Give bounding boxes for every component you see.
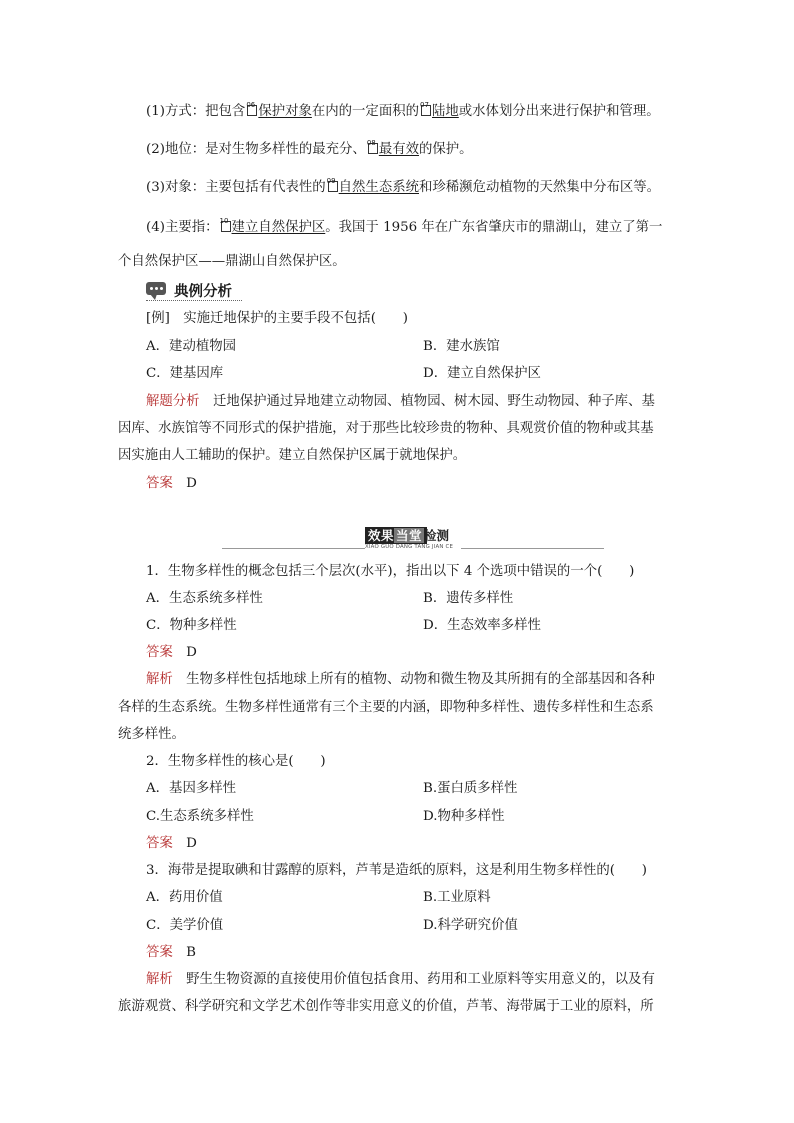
definition-status-line bbox=[146, 140, 473, 160]
main-term: 建立自然保护区 bbox=[231, 220, 326, 235]
example-heading bbox=[146, 280, 232, 301]
q3-option-b: B.工业原料 bbox=[423, 890, 491, 905]
q2-option-a: A．基因多样性 bbox=[146, 781, 237, 796]
example-analysis-line-1 bbox=[146, 392, 655, 412]
banner-title bbox=[365, 527, 461, 551]
q1-analysis-line-1 bbox=[146, 670, 655, 690]
object-term: 自然生态系统 bbox=[338, 180, 419, 195]
main-prefix: (4)主要指： bbox=[146, 220, 219, 235]
q1-analysis-line-3: 统多样性。 bbox=[118, 727, 185, 742]
way-mid: 在内的一定面积的 bbox=[311, 104, 419, 119]
blank-number: 09 bbox=[326, 177, 336, 185]
q2-option-b: B.蛋白质多样性 bbox=[423, 781, 518, 796]
q3-answer bbox=[146, 943, 196, 963]
blank-number: 08 bbox=[366, 139, 376, 147]
banner-part-3: 检测 bbox=[424, 528, 450, 543]
q3-option-c: C．美学价值 bbox=[146, 918, 224, 933]
analysis-text: 迁地保护通过异地建立动物园、植物园、树木园、野生动物园、种子库、基 bbox=[212, 394, 655, 409]
blank-number: 06 bbox=[246, 101, 256, 109]
banner-title-dark bbox=[365, 527, 427, 544]
analysis-text: 野生生物资源的直接使用价值包括食用、药用和工业原料等实用意义的，以及有 bbox=[186, 972, 655, 987]
blank-number: 10 bbox=[219, 217, 229, 225]
answer-value: D bbox=[186, 836, 197, 851]
example-option-d: D．建立自然保护区 bbox=[423, 366, 541, 381]
definition-object-line bbox=[146, 178, 660, 198]
answer-label: 答案 bbox=[146, 836, 173, 851]
answer-label: 答案 bbox=[146, 476, 173, 491]
status-suffix: 的保护。 bbox=[419, 142, 473, 157]
definition-main-line bbox=[146, 218, 662, 238]
q3-analysis-line-2: 旅游观赏、科学研究和文学艺术创作等非实用意义的价值，芦苇、海带属于工业的原料，所 bbox=[118, 999, 654, 1014]
blank-box-icon bbox=[326, 177, 338, 192]
blank-box-icon bbox=[420, 101, 431, 116]
analysis-text: 生物多样性包括地球上所有的植物、动物和微生物及其所拥有的全部基因和各种 bbox=[186, 672, 655, 687]
q2-answer bbox=[146, 834, 197, 854]
example-question: [例] 实施迁地保护的主要手段不包括( ) bbox=[146, 311, 408, 326]
answer-value: D bbox=[186, 645, 197, 660]
q1-question: 1．生物多样性的概念包括三个层次(水平)，指出以下 4 个选项中错误的一个( ) bbox=[146, 564, 635, 579]
blank-box-icon bbox=[366, 139, 378, 154]
q2-question: 2．生物多样性的核心是( ) bbox=[146, 754, 326, 769]
banner-pinyin: XIAO GUO DANG TANG JIAN CE bbox=[365, 544, 454, 550]
definition-way-line bbox=[146, 102, 660, 122]
q2-option-d: D.物种多样性 bbox=[423, 809, 505, 824]
object-suffix: 和珍稀濒危动植物的天然集中分布区等。 bbox=[419, 180, 661, 195]
q3-question: 3．海带是提取碘和甘露醇的原料，芦苇是造纸的原料，这是利用生物多样性的( ) bbox=[146, 863, 648, 878]
object-prefix: (3)对象：主要包括有代表性的 bbox=[146, 180, 326, 195]
speech-bubble-icon bbox=[146, 282, 168, 300]
q1-option-a: A．生态系统多样性 bbox=[146, 591, 263, 606]
q1-option-c: C．物种多样性 bbox=[146, 618, 237, 633]
example-analysis-line-3: 因实施由人工辅助的保护。建立自然保护区属于就地保护。 bbox=[118, 448, 467, 463]
q2-option-c: C.生态系统多样性 bbox=[146, 809, 254, 824]
example-option-b: B．建水族馆 bbox=[423, 339, 500, 354]
banner-part-2: 当堂 bbox=[396, 528, 423, 543]
status-prefix: (2)地位：是对生物多样性的最充分、 bbox=[146, 142, 366, 157]
q3-option-a: A．药用价值 bbox=[146, 890, 223, 905]
answer-label: 答案 bbox=[146, 945, 173, 960]
q3-option-d: D.科学研究价值 bbox=[423, 918, 518, 933]
q1-option-d: D．生态效率多样性 bbox=[423, 618, 541, 633]
way-prefix: (1)方式：把包含 bbox=[146, 104, 246, 119]
answer-value: B bbox=[186, 945, 197, 960]
way-suffix: 或水体划分出来进行保护和管理。 bbox=[458, 104, 660, 119]
answer-value: D bbox=[186, 476, 197, 491]
blank-number: 07 bbox=[420, 101, 429, 109]
status-term: 最有效 bbox=[378, 142, 419, 157]
banner-part-1: 效果 bbox=[368, 528, 395, 543]
q3-analysis-line-1 bbox=[146, 970, 655, 990]
banner-rule-right bbox=[461, 548, 604, 549]
definition-main-line-2: 个自然保护区——鼎湖山自然保护区。 bbox=[118, 254, 346, 269]
heading-divider bbox=[146, 300, 242, 301]
example-heading-title: 典例分析 bbox=[174, 284, 232, 300]
example-option-c: C．建基因库 bbox=[146, 366, 224, 381]
main-suffix: 。我国于 1956 年在广东省肇庆市的鼎湖山，建立了第一 bbox=[325, 220, 663, 235]
analysis-label: 解析 bbox=[146, 672, 173, 687]
q1-option-b: B．遗传多样性 bbox=[423, 591, 514, 606]
analysis-label: 解析 bbox=[146, 972, 173, 987]
example-option-a: A．建动植物园 bbox=[146, 339, 237, 354]
q1-answer bbox=[146, 643, 197, 663]
blank-box-icon bbox=[246, 101, 257, 116]
banner-rule-left bbox=[222, 548, 365, 549]
section-banner bbox=[222, 525, 604, 555]
example-analysis-line-2: 因库、水族馆等不同形式的保护措施，对于那些比较珍贵的物种、具观赏价值的物种或其基 bbox=[118, 421, 654, 436]
way-term-1: 保护对象 bbox=[258, 104, 312, 119]
example-answer bbox=[146, 474, 197, 494]
analysis-label: 解题分析 bbox=[146, 394, 200, 409]
q1-analysis-line-2: 各样的生态系统。生物多样性通常有三个主要的内涵，即物种多样性、遗传多样性和生态系 bbox=[118, 700, 654, 715]
answer-label: 答案 bbox=[146, 645, 173, 660]
way-term-2: 陆地 bbox=[432, 104, 459, 119]
blank-box-icon bbox=[219, 217, 231, 232]
